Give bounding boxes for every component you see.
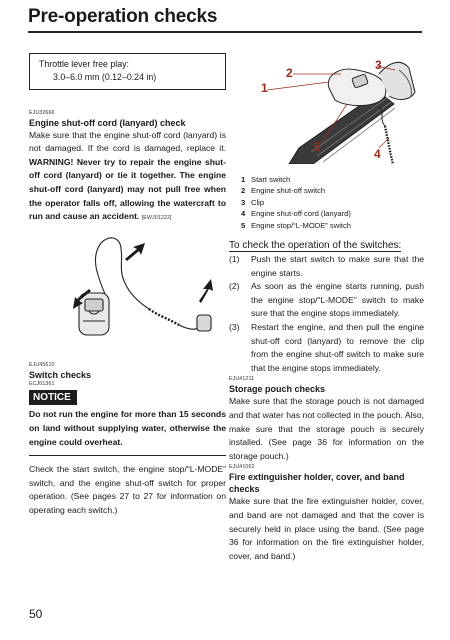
page-number: 50 [29,607,43,621]
section-title-lanyard: Engine shut-off cord (lanyard) check [29,117,186,128]
divider [29,455,226,456]
list-item: (2) As soon as the engine starts running, push the engine stop/“L-MODE” switch to make sure that the engine stops immediately. [229,281,424,319]
section-code: EJU45610 [29,362,55,369]
lanyard-warning: WARNING! Never try to repair the engine shut-off cord (lanyard) or tie it together. The engine shut-off cord (lanyard) may not pull free when the operator falls off, allowing the watercraft to run and cause an accident. [29,156,226,222]
section-title-storage-pouch: Storage pouch checks [229,384,326,395]
notice-code: ECJ01361 [29,381,55,388]
callout-2: 2 [286,66,293,80]
left-column [29,53,226,518]
handlebar-illustration [229,52,424,164]
lanyard-drawing [79,238,211,335]
section-title-switch-checks: Switch checks [29,370,92,381]
page-header [28,6,422,33]
section-code: EJU32666 [29,109,55,116]
legend-item: 2 Engine shut-off switch [241,186,326,196]
callout-4: 4 [374,147,381,161]
switch-checks-text: Check the start switch, the engine stop/“L-MODE” switch, and the engine shut-off switch for proper operation. (See pages 27 to 27 for information on operating each switch.) [29,464,226,515]
notice-badge: NOTICE [29,390,77,405]
section-code: EJU41062 [229,464,255,471]
notice-text: Do not run the engine for more than 15 seconds on land without supplying water, otherwise the engine could overheat. [29,409,226,447]
legend-item: 5 Engine stop/“L-MODE” switch [241,220,352,230]
extinguisher-text: Make sure that the fire extinguisher holder, cover, and band are not damaged and that the cover is securely held in place using the band. (See page 36 for information on the fire extinguisher holder, cover, and band.) [229,496,424,561]
callout-5: 5 [314,140,321,154]
list-item: (3) Restart the engine, and then pull the engine shut-off cord (lanyard) to remove the clip from the engine shut-off switch to make sure that the engine stops immediately. [229,321,424,373]
header-rule [28,31,422,33]
storage-pouch-text: Make sure that the storage pouch is not damaged and that water has not collected in the pouch. Also, make sure that the storage pouch is securely installed. (See page 36 for information on the storage pouch.) [229,396,424,461]
lanyard-text: Make sure that the engine shut-off cord (lanyard) is not damaged. If the cord is damaged, replace it. [29,129,226,154]
list-item: (1) Push the start switch to make sure that the engine starts. [229,254,424,278]
spec-label: Throttle lever free play: [39,59,129,69]
operation-steps [229,253,424,375]
section-title-extinguisher: Fire extinguisher holder, cover, and band checks [229,472,405,495]
callout-3: 3 [375,58,382,72]
callout-1: 1 [261,81,268,95]
handlebar-drawing [289,62,415,164]
legend-item: 1 Start switch [241,175,291,184]
section-code: EJU41211 [229,376,255,383]
page-title: Pre-operation checks [28,6,218,27]
legend-item: 3 Clip [241,197,265,207]
lanyard-paragraph [29,129,226,224]
lanyard-illustration [29,229,226,341]
spec-box [29,53,226,90]
warning-code: [EWJ01222] [141,215,172,222]
figure-legend [241,174,351,231]
legend-item: 4 Engine shut-off cord (lanyard) [241,209,351,219]
operation-heading: To check the operation of the switches: [229,240,402,251]
spec-value: 3.0–6.0 mm (0.12–0.24 in) [53,71,157,82]
right-column [229,239,424,563]
